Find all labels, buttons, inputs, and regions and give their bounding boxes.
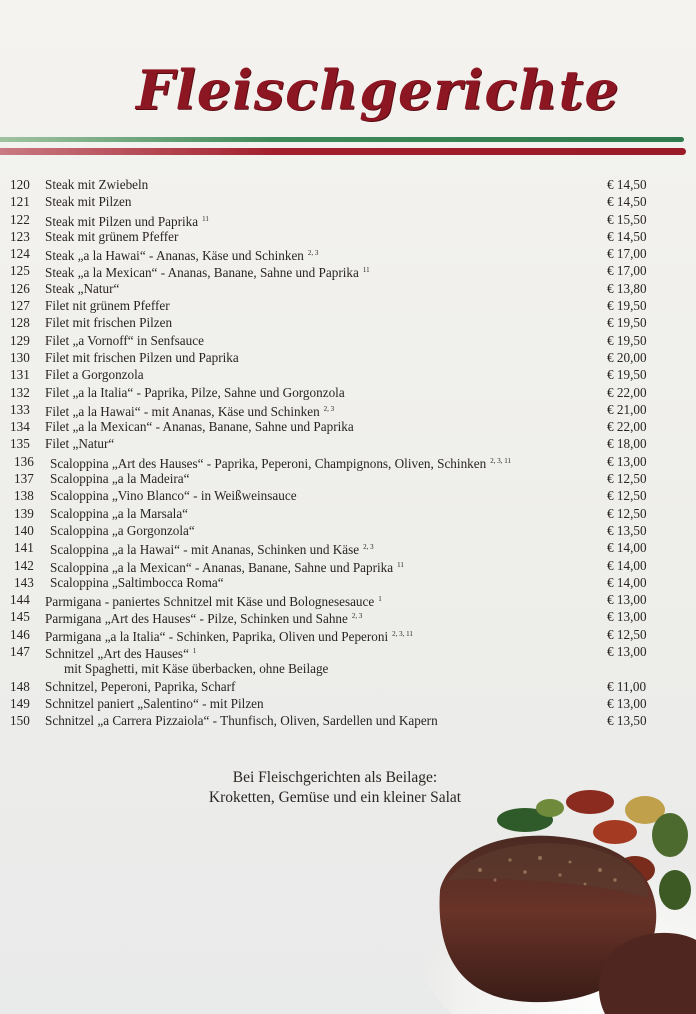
item-name-text: Schnitzel paniert „Salentino“ - mit Pilzen: [45, 695, 264, 711]
item-price: € 13,50: [607, 713, 647, 729]
item-name: [45, 297, 170, 314]
item-name-text: Parmigana „Art des Hauses“ - Pilze, Schinken und Sahne: [45, 611, 348, 627]
item-name: [50, 574, 224, 591]
item-price: € 21,00: [607, 401, 647, 417]
item-name: [45, 712, 438, 729]
item-number: 146: [10, 626, 30, 642]
item-price: € 12,50: [607, 626, 647, 642]
item-number: 143: [14, 574, 34, 590]
item-name-text: Filet „a la Hawai“ - mit Ananas, Käse und Schinken: [45, 403, 320, 419]
item-name-text: Schnitzel „Art des Hauses“: [45, 646, 189, 662]
item-name-text: Steak mit Pilzen und Paprika: [45, 213, 199, 229]
item-name: [50, 470, 190, 487]
item-name-text: Filet „Natur“: [45, 436, 115, 452]
item-price: € 14,00: [607, 574, 647, 590]
item-number: 132: [10, 384, 30, 400]
menu-item-row: [0, 176, 696, 193]
item-name: [45, 262, 370, 281]
item-name-text: Filet nit grünem Pfeffer: [45, 298, 170, 314]
item-number: 129: [10, 332, 30, 348]
page-title: Fleischgerichte: [136, 58, 620, 122]
item-number: 136: [14, 453, 34, 469]
item-name-text: Steak mit Pilzen: [45, 194, 132, 210]
item-number: 149: [10, 695, 30, 711]
item-name-text: Scaloppina „Saltimbocca Roma“: [50, 574, 224, 590]
item-name: [45, 332, 204, 349]
item-name: [50, 539, 374, 558]
item-price: € 12,50: [607, 471, 647, 487]
item-price: € 13,80: [607, 280, 647, 296]
item-price: € 19,50: [607, 367, 647, 383]
item-name: [45, 435, 114, 452]
allergen-note: 2, 3: [351, 612, 363, 621]
item-number: 142: [14, 557, 34, 573]
item-name-text: Scaloppina „a la Hawai“ - mit Ananas, Schinken und Käse: [50, 542, 360, 558]
item-price: € 18,00: [607, 436, 647, 452]
item-price: € 13,00: [607, 609, 647, 625]
item-name: [45, 280, 119, 297]
menu-item-row: [0, 539, 696, 556]
item-price: € 15,50: [607, 211, 647, 227]
item-number: 123: [10, 228, 30, 244]
item-price: € 13,50: [607, 522, 647, 538]
item-name-text: Schnitzel „a Carrera Pizzaiola“ - Thunfisch, Oliven, Sardellen und Kapern: [45, 713, 438, 729]
item-name: [50, 487, 297, 504]
menu-item-row: [0, 608, 696, 625]
side-dish-line-2: Kroketten, Gemüse und ein kleiner Salat: [208, 789, 462, 806]
item-number: 141: [14, 540, 34, 556]
item-name: [45, 314, 172, 331]
menu-item-row: [0, 384, 696, 401]
item-name: [50, 453, 511, 472]
item-price: € 14,00: [607, 540, 647, 556]
menu-item-row: [0, 660, 696, 677]
menu-item-row: [0, 712, 696, 729]
item-name-text: Steak mit grünem Pfeffer: [45, 228, 179, 244]
item-name-text: Scaloppina „a la Madeira“: [50, 471, 190, 487]
item-name-text: Filet „a la Italia“ - Paprika, Pilze, Sahne und Gorgonzola: [45, 384, 345, 400]
item-name-text: Schnitzel, Peperoni, Paprika, Scharf: [45, 678, 236, 694]
menu-item-row: [0, 470, 696, 487]
item-name-text: Steak „a la Hawai“ - Ananas, Käse und Schinken: [45, 248, 304, 264]
item-name: [45, 349, 239, 366]
item-name: [50, 505, 188, 522]
item-number: 131: [10, 367, 30, 383]
allergen-note: 1: [378, 595, 382, 604]
item-name-text: Scaloppina „a la Mexican“ - Ananas, Banane, Sahne und Paprika: [50, 559, 394, 575]
item-number: 148: [10, 678, 30, 694]
menu-item-row: [0, 366, 696, 383]
menu-item-row: [0, 262, 696, 279]
item-name: [45, 245, 318, 264]
item-number: 140: [14, 522, 34, 538]
allergen-note: 11: [397, 560, 404, 569]
menu-item-row: [0, 314, 696, 331]
item-price: € 14,50: [607, 177, 647, 192]
item-name: [45, 366, 144, 383]
item-name: [50, 557, 404, 576]
menu-item-row: [0, 297, 696, 314]
menu-list: [0, 176, 696, 730]
menu-item-row: [0, 591, 696, 608]
item-price: € 13,00: [607, 592, 647, 608]
side-dish-line-1: Bei Fleischgerichten als Beilage:: [232, 769, 438, 786]
item-name-text: Steak „Natur“: [45, 280, 120, 296]
menu-item-row: [0, 505, 696, 522]
allergen-note: 2, 3: [307, 249, 319, 258]
item-name-text: Scaloppina „Vino Blanco“ - in Weißweinsauce: [50, 488, 297, 504]
item-number: 125: [10, 263, 30, 279]
item-price: € 14,00: [607, 557, 647, 573]
menu-item-row: [0, 626, 696, 643]
item-price: € 19,50: [607, 298, 647, 314]
menu-item-row: [0, 349, 696, 366]
item-name: [45, 401, 334, 420]
item-name-text: Filet „a Vornoff“ in Senfsauce: [45, 332, 204, 348]
item-price: € 14,50: [607, 194, 647, 210]
red-divider: [0, 148, 686, 155]
item-price: € 13,00: [607, 453, 647, 469]
item-name: [45, 228, 178, 245]
item-price: € 17,00: [607, 263, 647, 279]
item-name-text: Scaloppina „a la Marsala“: [50, 505, 189, 521]
item-name-text: Scaloppina „Art des Hauses“ - Paprika, Peperoni, Champignons, Oliven, Schinken: [50, 455, 487, 471]
item-name-text: Filet a Gorgonzola: [45, 367, 144, 383]
item-name: [45, 384, 345, 401]
item-number: 127: [10, 298, 30, 314]
allergen-note: 11: [362, 266, 370, 275]
menu-item-row: [0, 522, 696, 539]
item-number: 133: [10, 401, 30, 417]
item-name: [45, 211, 209, 230]
item-number: 138: [14, 488, 34, 504]
item-name-text: Filet mit frischen Pilzen: [45, 315, 173, 331]
menu-item-row: [0, 245, 696, 262]
item-price: € 13,00: [607, 644, 647, 660]
item-number: 124: [10, 246, 30, 262]
item-name: [45, 695, 264, 712]
item-name-text: Parmigana „a la Italia“ - Schinken, Paprika, Oliven und Peperoni: [45, 628, 389, 644]
menu-item-row: [0, 401, 696, 418]
item-price: € 12,50: [607, 505, 647, 521]
item-number: 120: [10, 177, 30, 192]
item-number: 128: [10, 315, 30, 331]
item-name: [45, 591, 382, 610]
steak-photo: [400, 780, 696, 1014]
menu-item-row: [0, 228, 696, 245]
item-price: € 22,00: [607, 419, 647, 435]
item-number: 144: [10, 592, 30, 608]
item-price: € 20,00: [607, 349, 647, 365]
item-number: 147: [10, 644, 30, 660]
menu-item-row: [0, 574, 696, 591]
item-name: [45, 626, 413, 645]
item-name-text: Filet „a la Mexican“ - Ananas, Banane, Sahne und Paprika: [45, 419, 354, 435]
menu-item-row: [0, 211, 696, 228]
item-name: [45, 176, 148, 193]
item-name: [45, 678, 235, 695]
item-number: 139: [14, 505, 34, 521]
item-name: [45, 643, 196, 662]
item-name-text: Parmigana - paniertes Schnitzel mit Käse und Bolognesesauce: [45, 594, 375, 610]
item-number: 126: [10, 280, 30, 296]
item-name-text: Filet mit frischen Pilzen und Paprika: [45, 349, 239, 365]
allergen-note: 2, 3: [323, 404, 335, 413]
menu-item-row: [0, 453, 696, 470]
item-price: € 19,50: [607, 315, 647, 331]
item-name: [64, 660, 328, 677]
item-number: 135: [10, 436, 30, 452]
item-number: 145: [10, 609, 30, 625]
menu-item-row: [0, 332, 696, 349]
menu-item-row: [0, 678, 696, 695]
item-name: [50, 522, 195, 539]
allergen-note: 2, 3, 11: [490, 456, 511, 465]
menu-item-row: [0, 487, 696, 504]
item-number: 134: [10, 419, 30, 435]
item-number: 122: [10, 211, 30, 227]
item-price: € 11,00: [607, 678, 647, 694]
item-number: 121: [10, 194, 30, 210]
menu-item-row: [0, 643, 696, 660]
item-name-text: Steak mit Zwiebeln: [45, 177, 149, 192]
item-number: 137: [14, 471, 34, 487]
allergen-note: 11: [202, 214, 209, 223]
item-price: € 13,00: [607, 695, 647, 711]
item-price: € 19,50: [607, 332, 647, 348]
item-name-text: Steak „a la Mexican“ - Ananas, Banane, Sahne und Paprika: [45, 265, 359, 281]
menu-item-row: [0, 695, 696, 712]
item-number: 130: [10, 349, 30, 365]
allergen-note: 1: [192, 647, 197, 656]
item-price: € 22,00: [607, 384, 647, 400]
allergen-note: 2, 3, 11: [392, 629, 413, 638]
allergen-note: 2, 3: [363, 543, 374, 552]
menu-item-row: [0, 435, 696, 452]
item-price: € 14,50: [607, 228, 647, 244]
item-name: [45, 418, 354, 435]
item-name-text: mit Spaghetti, mit Käse überbacken, ohne Beilage: [64, 661, 329, 677]
menu-item-row: [0, 193, 696, 210]
item-price: € 12,50: [607, 488, 647, 504]
item-number: 150: [10, 713, 30, 729]
item-name: [45, 608, 362, 627]
green-divider: [0, 137, 684, 142]
menu-item-row: [0, 557, 696, 574]
menu-item-row: [0, 418, 696, 435]
item-price: € 17,00: [607, 246, 647, 262]
item-name: [45, 193, 131, 210]
menu-item-row: [0, 280, 696, 297]
item-name-text: Scaloppina „a Gorgonzola“: [50, 522, 195, 538]
